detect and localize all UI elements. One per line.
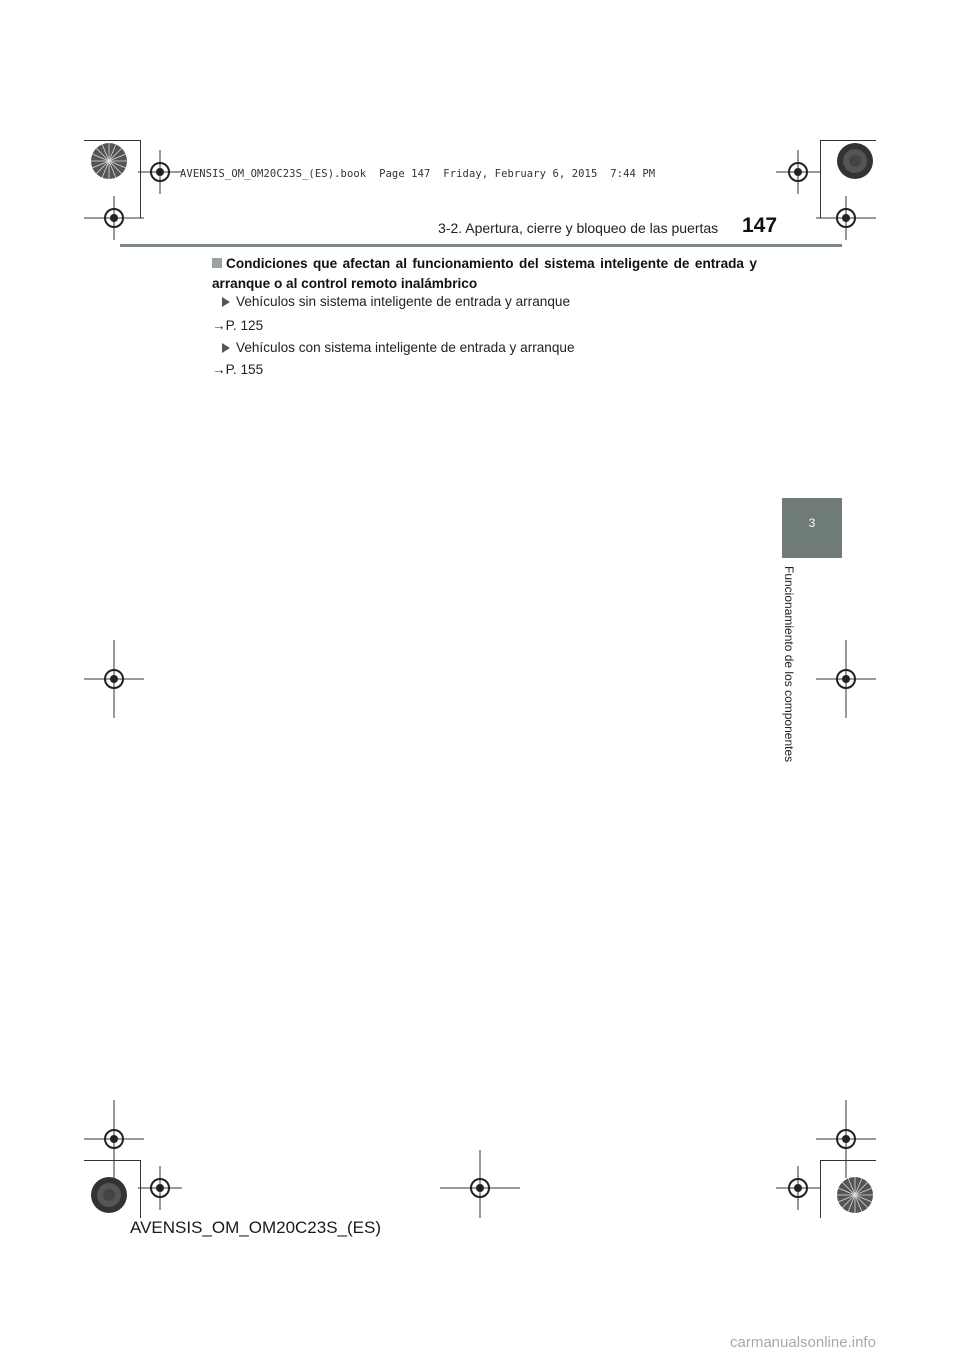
registration-crosshair-icon [138,150,182,194]
registration-crosshair-icon [776,1166,820,1210]
page-number: 147 [742,214,778,237]
registration-crosshair-icon [138,1166,182,1210]
footer-code: AVENSIS_OM_OM20C23S_(ES) [130,1218,381,1237]
registration-crosshair-icon [84,640,144,718]
page-reference[interactable]: →P. 155 [212,362,264,377]
registration-crosshair-icon [440,1150,520,1218]
page-reference[interactable]: →P. 125 [212,318,264,333]
list-item-text: Vehículos con sistema inteligente de entrada y arranque [236,340,575,355]
triangle-bullet-icon [222,297,230,307]
chapter-label [777,566,803,780]
crop-line [820,140,876,141]
watermark: carmanualsonline.info [730,1334,876,1351]
header-rule [120,244,842,247]
list-item-text: Vehículos sin sistema inteligente de entrada y arranque [236,294,571,309]
registration-crosshair-icon [84,196,144,240]
registration-rosette-icon [90,1176,128,1214]
chapter-label-text: Funcionamiento de los componentes [782,566,796,763]
chapter-number: 3 [808,516,816,530]
section-title: 3-2. Apertura, cierre y bloqueo de las puertas [438,220,719,236]
section-heading-text: Condiciones que afectan al funcionamiento del sistema inteligente de entrada y arranque o al control remoto inalámbrico [212,256,757,291]
book-stamp: AVENSIS_OM_OM20C23S_(ES).book Page 147 Friday, February 6, 2015 7:44 PM [180,168,656,180]
square-bullet-icon [212,258,222,268]
registration-crosshair-icon [84,1100,144,1178]
registration-crosshair-icon [816,640,876,718]
triangle-bullet-icon [222,343,230,353]
registration-crosshair-icon [816,196,876,240]
registration-crosshair-icon [776,150,820,194]
chapter-tab [782,498,842,558]
registration-crosshair-icon [816,1100,876,1178]
list-item [222,340,575,355]
registration-rosette-icon [836,1176,874,1214]
registration-rosette-icon [90,142,128,180]
list-item [222,294,570,309]
registration-rosette-icon [836,142,874,180]
section-heading [212,254,757,294]
crop-line [84,140,140,141]
